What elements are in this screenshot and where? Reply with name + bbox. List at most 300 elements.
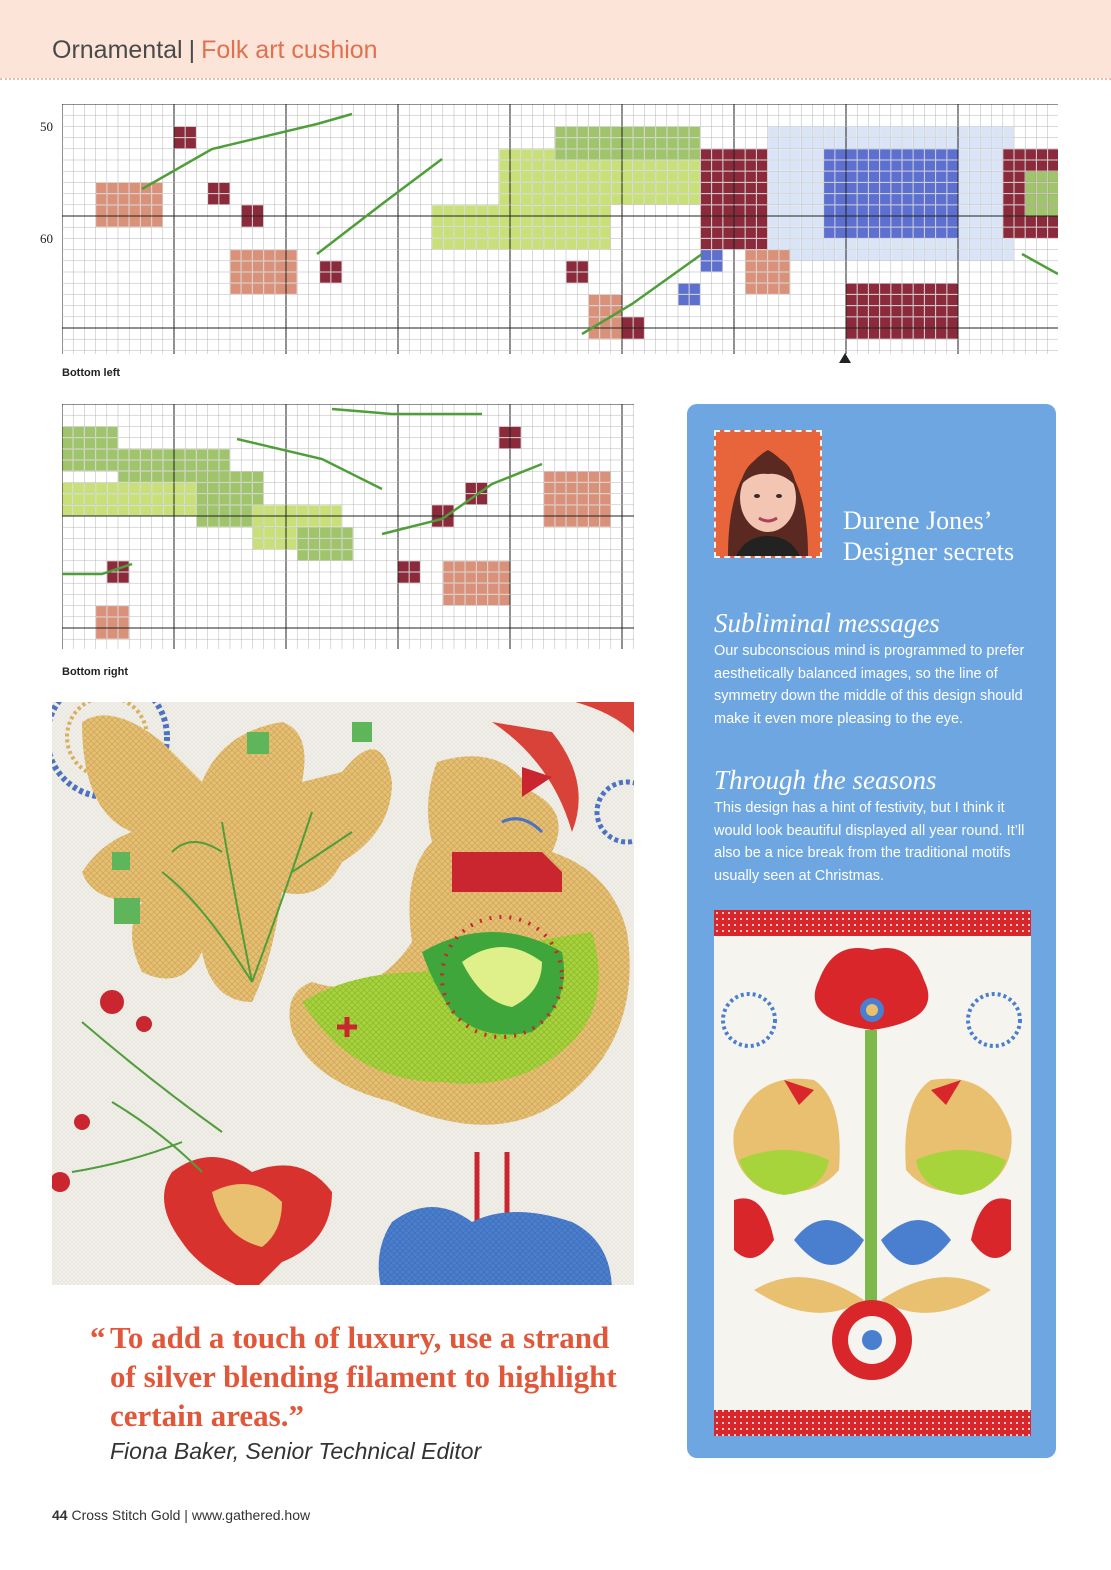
stitch-block (936, 149, 946, 159)
stitch-block (197, 472, 207, 482)
stitch-block (589, 483, 599, 493)
stitch-block (477, 584, 487, 594)
stitch-block (1003, 161, 1013, 171)
stitch-block (499, 427, 509, 437)
stitch-block (824, 161, 834, 171)
stitch-block (1003, 138, 1013, 148)
stitch-block (455, 595, 465, 605)
stitch-block (522, 149, 532, 159)
stitch-block (555, 483, 565, 493)
stitch-block (163, 461, 173, 471)
stitch-block (746, 161, 756, 171)
stitch-block (1015, 161, 1025, 171)
stitch-block (880, 284, 890, 294)
stitch-block (645, 183, 655, 193)
tip-heading-2: Through the seasons (714, 765, 937, 795)
stitch-block (511, 427, 521, 437)
stitch-block (589, 127, 599, 137)
quote-attribution: Fiona Baker, Senior Technical Editor (110, 1438, 482, 1464)
stitch-block (578, 517, 588, 527)
stitch-block (1003, 172, 1013, 182)
stitch-block (163, 494, 173, 504)
stitch-block (835, 194, 845, 204)
stitch-block (175, 138, 185, 148)
stitch-block (903, 228, 913, 238)
stitch-block (163, 449, 173, 459)
stitch-block (119, 483, 129, 493)
stitch-block (589, 172, 599, 182)
stitch-block (275, 250, 285, 260)
stitch-block (578, 172, 588, 182)
stitch-block (309, 539, 319, 549)
stitch-block (152, 183, 162, 193)
stitch-block (847, 239, 857, 249)
stitch-block (701, 161, 711, 171)
stitch-block (824, 228, 834, 238)
stitch-block (757, 205, 767, 215)
stitch-block (600, 138, 610, 148)
stitch-block (589, 183, 599, 193)
stitch-block (981, 149, 991, 159)
stitch-block (947, 183, 957, 193)
stitch-block (141, 205, 151, 215)
stitch-block (533, 228, 543, 238)
stitch-block (791, 250, 801, 260)
stitch-block (578, 483, 588, 493)
stitch-block (555, 194, 565, 204)
stitch-block (511, 228, 521, 238)
stitch-block (835, 250, 845, 260)
stitch-block (869, 194, 879, 204)
stitch-block (175, 505, 185, 515)
stitch-block (847, 306, 857, 316)
stitch-block (959, 205, 969, 215)
stitch-block (992, 250, 1002, 260)
stitch-block (555, 472, 565, 482)
stitch-block (219, 183, 229, 193)
stitch-block (555, 205, 565, 215)
stitch-block (936, 239, 946, 249)
stitch-block (925, 127, 935, 137)
stitch-block (611, 329, 621, 339)
stitch-block (197, 461, 207, 471)
stitch-block (757, 261, 767, 271)
stitch-block (85, 494, 95, 504)
stitch-block (466, 595, 476, 605)
stitch-block (835, 183, 845, 193)
stitch-block (947, 138, 957, 148)
stitch-block (947, 161, 957, 171)
stitch-block (723, 205, 733, 215)
stitch-block (690, 194, 700, 204)
stitch-block (455, 584, 465, 594)
stitch-block (555, 138, 565, 148)
stitch-block (1048, 205, 1058, 215)
stitch-block (768, 138, 778, 148)
stitch-block (74, 461, 84, 471)
stitch-block (645, 172, 655, 182)
stitch-block (219, 517, 229, 527)
stitch-block (578, 161, 588, 171)
stitch-block (914, 239, 924, 249)
stitch-block (779, 284, 789, 294)
stitch-block (903, 194, 913, 204)
stitch-block (712, 228, 722, 238)
stitch-block (1026, 228, 1036, 238)
stitch-block (656, 172, 666, 182)
stitch-block (264, 517, 274, 527)
stitch-block (701, 149, 711, 159)
stitch-block (208, 449, 218, 459)
stitch-block (567, 172, 577, 182)
stitch-block (107, 205, 117, 215)
stitch-block (611, 127, 621, 137)
stitch-block (903, 329, 913, 339)
stitch-block (578, 228, 588, 238)
stitch-block (130, 483, 140, 493)
stitch-block (533, 149, 543, 159)
stitch-block (970, 172, 980, 182)
stitch-block (119, 606, 129, 616)
stitch-block (443, 584, 453, 594)
stitch-block (466, 483, 476, 493)
stitch-block (891, 138, 901, 148)
stitch-block (768, 161, 778, 171)
stitch-block (555, 239, 565, 249)
stitch-block (880, 228, 890, 238)
stitch-block (163, 505, 173, 515)
stitch-block (96, 438, 106, 448)
stitch-block (824, 194, 834, 204)
stitch-block (791, 194, 801, 204)
stitch-block (253, 472, 263, 482)
stitch-block (723, 161, 733, 171)
stitch-block (275, 261, 285, 271)
stitch-block (343, 528, 353, 538)
stitch-block (779, 149, 789, 159)
stitch-block (511, 239, 521, 249)
stitch-block (567, 194, 577, 204)
stitch-block (119, 617, 129, 627)
stitch-block (891, 172, 901, 182)
stitch-block (544, 172, 554, 182)
stitch-block (779, 161, 789, 171)
stitch-block (343, 550, 353, 560)
stitch-block (959, 127, 969, 137)
stitch-block (320, 273, 330, 283)
stitch-block (477, 228, 487, 238)
stitch-block (331, 517, 341, 527)
stitch-block (242, 261, 252, 271)
stitch-block (847, 194, 857, 204)
stitch-block (925, 329, 935, 339)
stitch-block (264, 505, 274, 515)
stitch-block (1015, 149, 1025, 159)
stitch-block (959, 138, 969, 148)
stitch-block (757, 217, 767, 227)
stitch-block (970, 239, 980, 249)
stitch-block (320, 528, 330, 538)
stitch-block (959, 239, 969, 249)
stitch-block (264, 261, 274, 271)
stitch-block (107, 483, 117, 493)
stitch-block (186, 505, 196, 515)
stitch-block (1015, 194, 1025, 204)
stitch-block (589, 149, 599, 159)
stitch-block (555, 161, 565, 171)
stitch-block (1037, 205, 1047, 215)
stitch-block (119, 183, 129, 193)
stitch-block (847, 329, 857, 339)
chart-row-label-50: 50 (40, 119, 53, 134)
stitch-block (656, 149, 666, 159)
stitch-block (712, 205, 722, 215)
stitch-block (981, 228, 991, 238)
stitch-block (891, 317, 901, 327)
stitch-block (74, 494, 84, 504)
stitch-block (802, 205, 812, 215)
stitch-block (567, 127, 577, 137)
stitch-block (589, 472, 599, 482)
stitch-block (287, 284, 297, 294)
stitch-block (567, 517, 577, 527)
stitch-block (779, 194, 789, 204)
stitch-block (802, 239, 812, 249)
stitch-block (813, 250, 823, 260)
stitch-block (880, 127, 890, 137)
stitch-block (645, 138, 655, 148)
stitch-block (802, 217, 812, 227)
stitch-block (947, 205, 957, 215)
stitch-block (824, 217, 834, 227)
stitch-block (242, 284, 252, 294)
stitch-block (96, 629, 106, 639)
header-divider (0, 78, 1111, 80)
stitch-block (936, 161, 946, 171)
stitch-block (869, 217, 879, 227)
stitch-block (522, 205, 532, 215)
stitch-block (791, 127, 801, 137)
stitch-block (880, 306, 890, 316)
stitch-block (578, 149, 588, 159)
stitch-block (1003, 149, 1013, 159)
stitch-block (611, 183, 621, 193)
stitch-block (779, 205, 789, 215)
stitch-block (331, 273, 341, 283)
stitch-block (544, 472, 554, 482)
stitch-block (544, 205, 554, 215)
stitch-block (623, 149, 633, 159)
stitch-block (107, 606, 117, 616)
stitch-block (891, 194, 901, 204)
stitch-block (130, 505, 140, 515)
stitch-block (947, 306, 957, 316)
stitch-block (735, 239, 745, 249)
stitch-block (959, 149, 969, 159)
stitch-block (813, 138, 823, 148)
stitch-block (970, 250, 980, 260)
stitch-block (925, 217, 935, 227)
stitch-block (477, 205, 487, 215)
stitch-block (824, 183, 834, 193)
stitch-block (555, 494, 565, 504)
stitch-block (455, 239, 465, 249)
stitch-block (1015, 172, 1025, 182)
stitch-block (623, 317, 633, 327)
stitch-block (847, 250, 857, 260)
stitch-block (186, 127, 196, 137)
stitch-block (600, 217, 610, 227)
stitch-block (824, 250, 834, 260)
stitch-block (936, 183, 946, 193)
stitch-block (869, 127, 879, 137)
stitch-block (813, 161, 823, 171)
stitch-block (992, 217, 1002, 227)
stitch-block (813, 217, 823, 227)
stitch-block (522, 172, 532, 182)
stitch-block (611, 161, 621, 171)
stitch-block (600, 483, 610, 493)
stitch-block (1003, 194, 1013, 204)
stitch-block (746, 217, 756, 227)
stitch-block (1048, 149, 1058, 159)
stitch-block (298, 539, 308, 549)
stitch-block (499, 172, 509, 182)
stitch-block (757, 149, 767, 159)
stitch-block (858, 228, 868, 238)
stitch-block (757, 172, 767, 182)
stitch-block (679, 138, 689, 148)
stitch-block (914, 127, 924, 137)
stitch-block (712, 149, 722, 159)
stitch-block (712, 239, 722, 249)
stitch-block (947, 284, 957, 294)
stitch-block (253, 505, 263, 515)
stitch-block (74, 427, 84, 437)
stitch-block (847, 228, 857, 238)
stitch-block (600, 194, 610, 204)
stitch-block (690, 172, 700, 182)
stitch-block (1048, 217, 1058, 227)
stitch-block (567, 205, 577, 215)
stitch-block (511, 205, 521, 215)
stitch-block (925, 317, 935, 327)
stitch-block (947, 228, 957, 238)
stitch-block (96, 606, 106, 616)
stitch-block (735, 149, 745, 159)
stitch-block (63, 449, 73, 459)
stitch-block (163, 472, 173, 482)
stitch-block (981, 138, 991, 148)
tip-body-1: Our subconscious mind is programmed to prefer aesthetically balanced images, so the line of symmetry down the middle of this design should make it even more pleasing to the eye. (714, 643, 1025, 727)
stitch-block (925, 172, 935, 182)
stitch-block (1003, 217, 1013, 227)
stitch-block (410, 573, 420, 583)
stitch-block (970, 194, 980, 204)
stitch-block (163, 483, 173, 493)
stitch-block (903, 317, 913, 327)
stitch-block (735, 161, 745, 171)
stitch-block (802, 183, 812, 193)
stitch-block (903, 161, 913, 171)
page-header (52, 36, 378, 65)
stitch-block (399, 573, 409, 583)
stitch-block (947, 172, 957, 182)
stitch-block (555, 217, 565, 227)
stitch-block (511, 149, 521, 159)
stitch-block (589, 505, 599, 515)
stitch-block (959, 250, 969, 260)
stitch-block (96, 194, 106, 204)
stitch-block (298, 505, 308, 515)
stitch-block (589, 138, 599, 148)
stitch-block (847, 183, 857, 193)
stitch-block (712, 172, 722, 182)
stitch-block (589, 161, 599, 171)
stitch-block (107, 494, 117, 504)
stitch-block (611, 172, 621, 182)
stitch-block (992, 228, 1002, 238)
stitch-block (96, 205, 106, 215)
chart-bottom-grid (62, 404, 634, 649)
stitch-block (1003, 183, 1013, 193)
stitch-block (735, 217, 745, 227)
stitch-block (858, 295, 868, 305)
stitch-block (712, 217, 722, 227)
stitch-block (544, 161, 554, 171)
stitch-block (791, 239, 801, 249)
stitch-block (107, 461, 117, 471)
stitch-block (242, 483, 252, 493)
stitch-block (275, 273, 285, 283)
stitch-block (511, 194, 521, 204)
stitch-block (600, 239, 610, 249)
stitch-block (802, 228, 812, 238)
stitch-block (511, 217, 521, 227)
stitch-block (119, 194, 129, 204)
stitch-block (903, 149, 913, 159)
stitch-block (287, 505, 297, 515)
stitch-block (645, 127, 655, 137)
stitch-block (903, 172, 913, 182)
stitch-block (309, 550, 319, 560)
stitch-block (947, 127, 957, 137)
stitch-block (63, 494, 73, 504)
stitch-block (477, 494, 487, 504)
stitch-block (555, 172, 565, 182)
chart-caption-bottom-right: Bottom right (62, 666, 128, 678)
stitch-block (679, 295, 689, 305)
stitch-block (1003, 228, 1013, 238)
stitch-block (242, 205, 252, 215)
stitch-block (522, 239, 532, 249)
stitch-block (813, 194, 823, 204)
stitch-block (320, 261, 330, 271)
stitch-block (600, 329, 610, 339)
stitch-block (466, 561, 476, 571)
stitch-block (847, 149, 857, 159)
stitch-block (152, 194, 162, 204)
stitch-block (858, 217, 868, 227)
stitch-block (914, 172, 924, 182)
stitch-block (522, 161, 532, 171)
stitch-block (1048, 161, 1058, 171)
stitch-block (63, 427, 73, 437)
stitch-block (869, 138, 879, 148)
stitch-block (880, 194, 890, 204)
stitch-block (891, 127, 901, 137)
stitch-block (701, 172, 711, 182)
